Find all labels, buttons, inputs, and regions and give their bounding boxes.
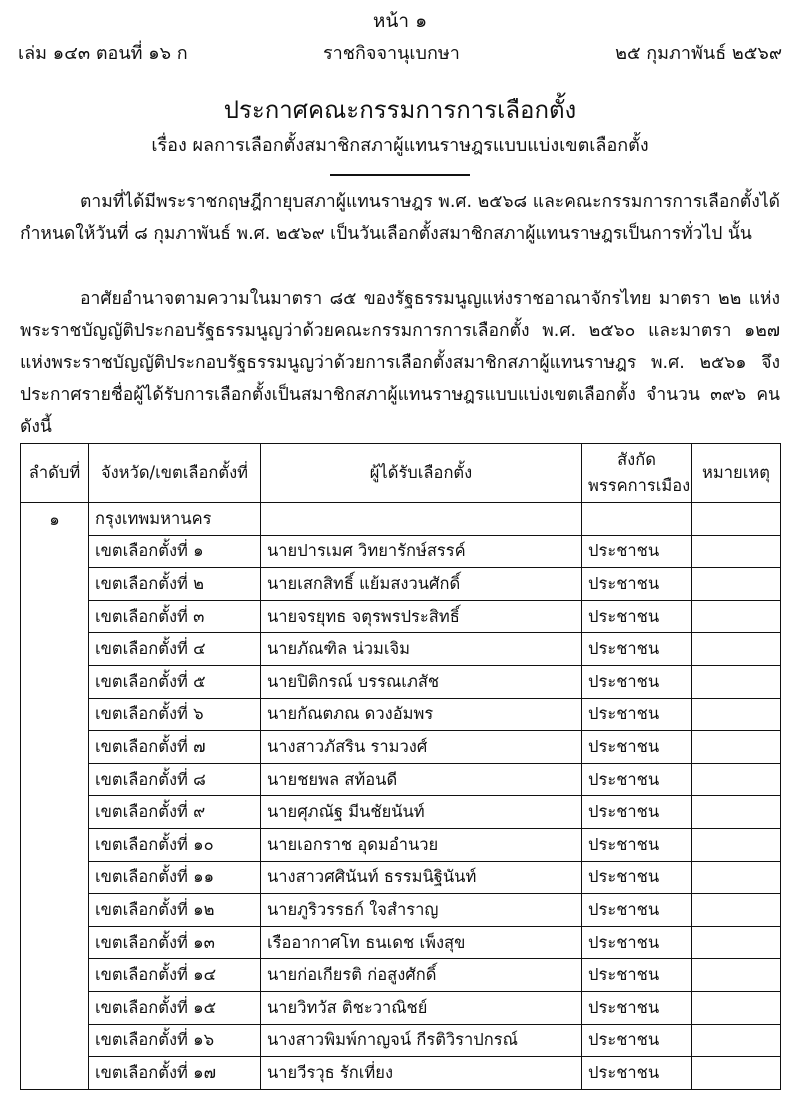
district-cell: เขตเลือกตั้งที่ ๔ [89,633,261,666]
table-row [21,600,781,633]
empty-cell [692,503,781,536]
empty-cell [261,503,582,536]
table-row [21,665,781,698]
party-cell: ประชาชน [582,828,692,861]
remark-cell [692,665,781,698]
party-cell: ประชาชน [582,1024,692,1057]
empty-cell [582,503,692,536]
elected-name-cell: นายจรยุทธ จตุรพรประสิทธิ์ [261,600,582,633]
elected-name-cell: นายเอกราช อุดมอำนวย [261,828,582,861]
district-cell: เขตเลือกตั้งที่ ๑๖ [89,1024,261,1057]
remark-cell [692,568,781,601]
table-row [21,1024,781,1057]
header-district: จังหวัด/เขตเลือกตั้งที่ [89,444,261,503]
remark-cell [692,796,781,829]
party-cell: ประชาชน [582,926,692,959]
elected-name-cell: นายปารเมศ วิทยารักษ์สรรค์ [261,535,582,568]
district-cell: เขตเลือกตั้งที่ ๑๑ [89,861,261,894]
elected-name-cell: เรืออากาศโท ธนเดช เพ็งสุข [261,926,582,959]
volume-issue: เล่ม ๑๔๓ ตอนที่ ๑๖ ก [18,43,188,64]
elected-name-cell: นายวิทวัส ติชะวาณิชย์ [261,991,582,1024]
header-elected: ผู้ได้รับเลือกตั้ง [261,444,582,503]
district-cell: เขตเลือกตั้งที่ ๙ [89,796,261,829]
order-cell: ๑ [21,503,89,1090]
table-row [21,633,781,666]
announcement-subject: เรื่อง ผลการเลือกตั้งสมาชิกสภาผู้แทนราษฎรแบบแบ่งเขตเลือกตั้ง [151,135,649,156]
remark-cell [692,698,781,731]
district-cell: เขตเลือกตั้งที่ ๑๐ [89,828,261,861]
table-row [21,698,781,731]
header-remark: หมายเหตุ [692,444,781,503]
paragraph-2 [20,283,780,443]
elected-name-cell: นายปิติกรณ์ บรรณเภสัช [261,665,582,698]
table-row [21,535,781,568]
remark-cell [692,894,781,927]
remark-cell [692,633,781,666]
paragraph-1-text: ตามที่ได้มีพระราชกฤษฎีกายุบสภาผู้แทนราษฎร พ.ศ. ๒๕๖๘ และคณะกรรมการการเลือกตั้งได้กำหนดให้วันที่ ๘ กุมภาพันธ์ พ.ศ. ๒๕๖๙ เป็นวันเลือกตั้งสมาชิกสภาผู้แทนราษฎรเป็นการทั่วไป นั้น [20,192,780,244]
party-cell: ประชาชน [582,991,692,1024]
title-divider [330,174,470,176]
header-order: ลำดับที่ [21,444,89,503]
elected-name-cell: นายกัณตภณ ดวงอัมพร [261,698,582,731]
elected-name-cell: นายก่อเกียรติ ก่อสูงศักดิ์ [261,959,582,992]
party-cell: ประชาชน [582,731,692,764]
table-header-row [21,444,781,503]
party-cell: ประชาชน [582,959,692,992]
party-cell: ประชาชน [582,894,692,927]
table-row [21,731,781,764]
table-row [21,991,781,1024]
district-cell: เขตเลือกตั้งที่ ๒ [89,568,261,601]
elected-name-cell: นายศุภณัฐ มีนชัยนันท์ [261,796,582,829]
district-cell: เขตเลือกตั้งที่ ๓ [89,600,261,633]
header-party [582,444,692,503]
district-cell: เขตเลือกตั้งที่ ๑๔ [89,959,261,992]
elected-name-cell: นายภัณฑิล น่วมเจิม [261,633,582,666]
remark-cell [692,600,781,633]
table-row [21,796,781,829]
district-cell: เขตเลือกตั้งที่ ๑๕ [89,991,261,1024]
gazette-name: ราชกิจจานุเบกษา [323,43,460,64]
party-cell: ประชาชน [582,796,692,829]
party-cell: ประชาชน [582,861,692,894]
district-cell: เขตเลือกตั้งที่ ๑ [89,535,261,568]
elected-name-cell: นายวีรวุธ รักเที่ยง [261,1057,582,1090]
remark-cell [692,731,781,764]
remark-cell [692,1024,781,1057]
district-cell: เขตเลือกตั้งที่ ๕ [89,665,261,698]
district-cell: เขตเลือกตั้งที่ ๘ [89,763,261,796]
remark-cell [692,763,781,796]
remark-cell [692,926,781,959]
district-cell: เขตเลือกตั้งที่ ๗ [89,731,261,764]
remark-cell [692,991,781,1024]
header-party-line2: พรรคการเมือง [588,476,691,495]
party-cell: ประชาชน [582,698,692,731]
announcement-title: ประกาศคณะกรรมการการเลือกตั้ง [223,96,577,124]
publication-date: ๒๕ กุมภาพันธ์ ๒๕๖๙ [615,43,782,64]
elected-name-cell: นางสาวพิมพ์กาญจน์ กีรติวิราปกรณ์ [261,1024,582,1057]
table-row [21,763,781,796]
elected-name-cell: นางสาวศศินันท์ ธรรมนิฐินันท์ [261,861,582,894]
district-cell: เขตเลือกตั้งที่ ๖ [89,698,261,731]
table-row [21,894,781,927]
table-row [21,926,781,959]
results-table [20,443,781,1090]
remark-cell [692,828,781,861]
party-cell: ประชาชน [582,1057,692,1090]
header-party-line1: สังกัด [617,450,656,469]
remark-cell [692,861,781,894]
table-row [21,828,781,861]
elected-name-cell: นายภูริวรรธก์ ใจสำราญ [261,894,582,927]
paragraph-2-text: อาศัยอำนาจตามความในมาตรา ๘๕ ของรัฐธรรมนูญแห่งราชอาณาจักรไทย มาตรา ๒๒ แห่งพระราชบัญญัติประกอบรัฐธรรมนูญว่าด้วยคณะกรรมการการเลือกตั้ง พ.ศ. ๒๕๖๐ และมาตรา ๑๒๗ แห่งพระราชบัญญัติประกอบรัฐธรรมนูญว่าด้วยการเลือกตั้งสมาชิกสภาผู้แทนราษฎร พ.ศ. ๒๕๖๑ จึงประกาศรายชื่อผู้ได้รับการเลือกตั้งเป็นสมาชิกสภาผู้แทนราษฎรแบบแบ่งเขตเลือกตั้ง จำนวน ๓๙๖ คน ดังนี้ [20,289,780,437]
table-row [21,861,781,894]
party-cell: ประชาชน [582,568,692,601]
party-cell: ประชาชน [582,665,692,698]
table-row [21,959,781,992]
party-cell: ประชาชน [582,535,692,568]
district-cell: เขตเลือกตั้งที่ ๑๗ [89,1057,261,1090]
elected-name-cell: นายชยพล สท้อนดี [261,763,582,796]
remark-cell [692,1057,781,1090]
page-number: หน้า ๑ [372,10,428,32]
elected-name-cell: นายเสกสิทธิ์ แย้มสงวนศักดิ์ [261,568,582,601]
table-row [21,1057,781,1090]
elected-name-cell: นางสาวภัสริน รามวงศ์ [261,731,582,764]
party-cell: ประชาชน [582,763,692,796]
remark-cell [692,959,781,992]
table-row [21,568,781,601]
province-name: กรุงเทพมหานคร [89,503,261,536]
district-cell: เขตเลือกตั้งที่ ๑๓ [89,926,261,959]
remark-cell [692,535,781,568]
district-cell: เขตเลือกตั้งที่ ๑๒ [89,894,261,927]
party-cell: ประชาชน [582,600,692,633]
paragraph-1 [20,186,780,250]
party-cell: ประชาชน [582,633,692,666]
province-row [21,503,781,536]
